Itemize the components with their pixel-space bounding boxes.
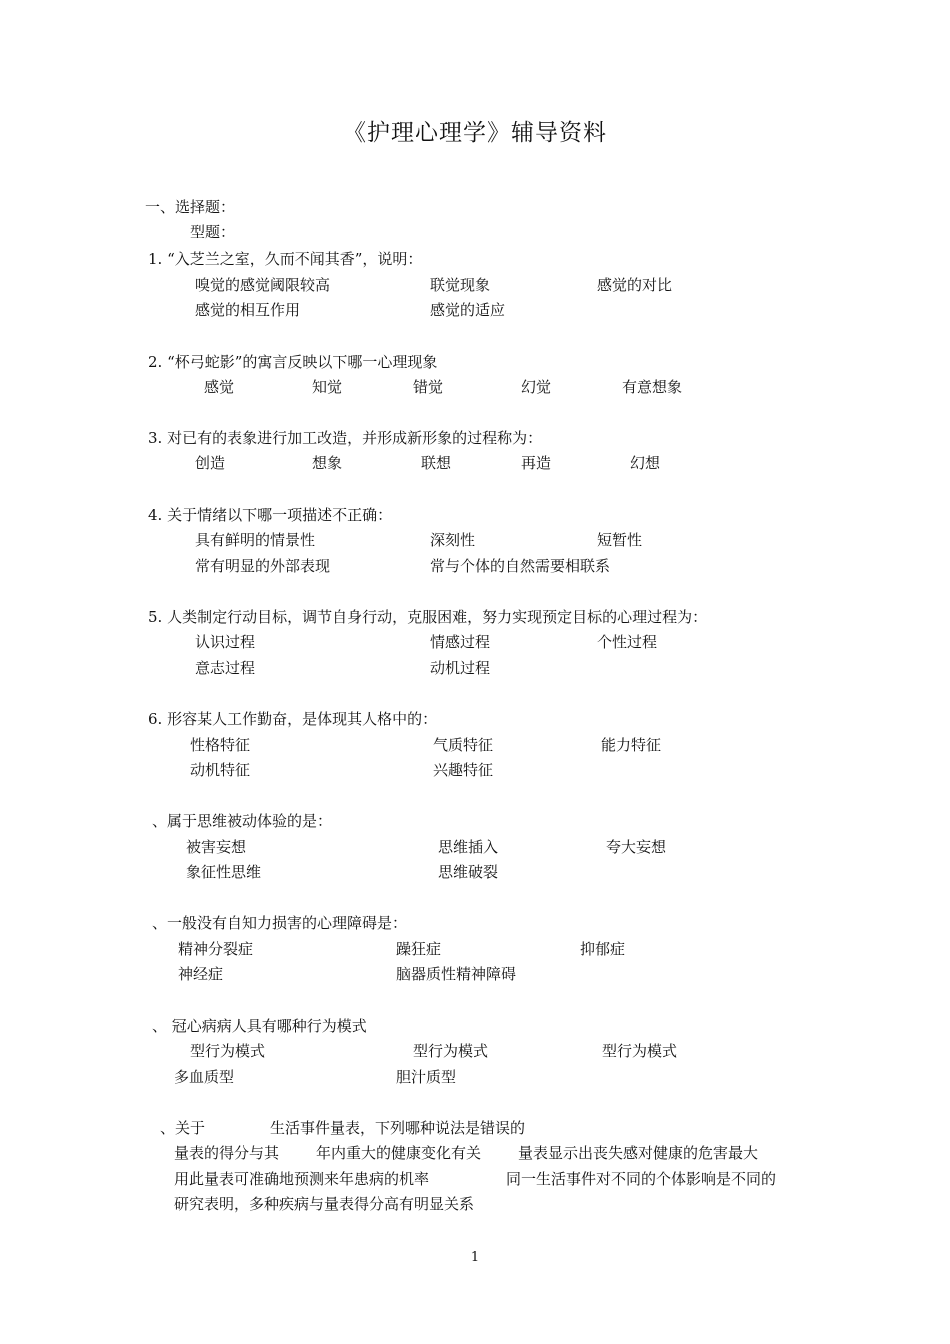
option: 感觉	[204, 378, 235, 396]
option: 情感过程	[430, 633, 491, 651]
question-type-label: 型题：	[190, 223, 236, 241]
option: 被害妄想	[186, 838, 247, 856]
option: 常与个体的自然需要相联系	[430, 557, 611, 575]
option: 神经症	[178, 965, 224, 983]
option: 意志过程	[195, 659, 256, 677]
option: 研究表明，多种疾病与量表得分高有明显关系	[174, 1195, 475, 1213]
option: 有意想象	[622, 378, 683, 396]
option: 感觉的适应	[430, 301, 506, 319]
option: 夸大妄想	[606, 838, 667, 856]
option: 能力特征	[601, 736, 662, 754]
option: 深刻性	[430, 531, 476, 549]
question-stem: 、一般没有自知力损害的心理障碍是：	[152, 914, 408, 932]
option: 常有明显的外部表现	[195, 557, 331, 575]
question-stem: 生活事件量表，下列哪种说法是错误的	[270, 1119, 526, 1137]
question-stem: 4. 关于情绪以下哪一项描述不正确：	[148, 506, 393, 524]
page-number: 1	[470, 1250, 480, 1265]
option: 嗅觉的感觉阈限较高	[195, 276, 331, 294]
option: 抑郁症	[580, 940, 626, 958]
option: 量表的得分与其	[174, 1144, 280, 1162]
question-stem: 3. 对已有的表象进行加工改造，并形成新形象的过程称为：	[148, 429, 543, 447]
question-stem: 2. “杯弓蛇影”的寓言反映以下哪一心理现象	[148, 353, 438, 371]
option: 胆汁质型	[396, 1068, 457, 1086]
question-stem: 6. 形容某人工作勤奋，是体现其人格中的：	[148, 710, 438, 728]
option: 短暂性	[597, 531, 643, 549]
option: 感觉的对比	[597, 276, 673, 294]
option: 想象	[312, 454, 343, 472]
question-stem: 5. 人类制定行动目标，调节自身行动，克服困难，努力实现预定目标的心理过程为：	[148, 608, 708, 626]
question-stem: 、关于	[160, 1119, 206, 1137]
question-stem: 1. “入芝兰之室，久而不闻其香”，说明：	[148, 250, 423, 268]
option: 动机过程	[430, 659, 491, 677]
option: 思维破裂	[438, 863, 499, 881]
option: 具有鲜明的情景性	[195, 531, 316, 549]
option: 感觉的相互作用	[195, 301, 301, 319]
option: 幻想	[630, 454, 661, 472]
option: 年内重大的健康变化有关	[316, 1144, 482, 1162]
option: 量表显示出丧失感对健康的危害最大	[518, 1144, 759, 1162]
option: 气质特征	[433, 736, 494, 754]
option: 躁狂症	[396, 940, 442, 958]
option: 知觉	[312, 378, 343, 396]
option: 多血质型	[174, 1068, 235, 1086]
question-stem: 、 冠心病病人具有哪种行为模式	[152, 1017, 367, 1035]
option: 创造	[195, 454, 226, 472]
question-stem: 、属于思维被动体验的是：	[152, 812, 333, 830]
option: 幻觉	[521, 378, 552, 396]
option: 脑器质性精神障碍	[396, 965, 517, 983]
option: 认识过程	[195, 633, 256, 651]
option: 用此量表可准确地预测来年患病的机率	[174, 1170, 430, 1188]
option: 思维插入	[438, 838, 499, 856]
option: 象征性思维	[186, 863, 262, 881]
option: 错觉	[413, 378, 444, 396]
option: 性格特征	[190, 736, 251, 754]
section-heading: 一、选择题：	[145, 198, 236, 216]
option: 联觉现象	[430, 276, 491, 294]
option: 个性过程	[597, 633, 658, 651]
option: 兴趣特征	[433, 761, 494, 779]
option: 型行为模式	[190, 1042, 266, 1060]
option: 动机特征	[190, 761, 251, 779]
page-title: 《护理心理学》辅导资料	[343, 120, 607, 146]
option: 联想	[421, 454, 452, 472]
option: 型行为模式	[413, 1042, 489, 1060]
option: 同一生活事件对不同的个体影响是不同的	[506, 1170, 777, 1188]
option: 精神分裂症	[178, 940, 254, 958]
option: 型行为模式	[602, 1042, 678, 1060]
option: 再造	[521, 454, 552, 472]
